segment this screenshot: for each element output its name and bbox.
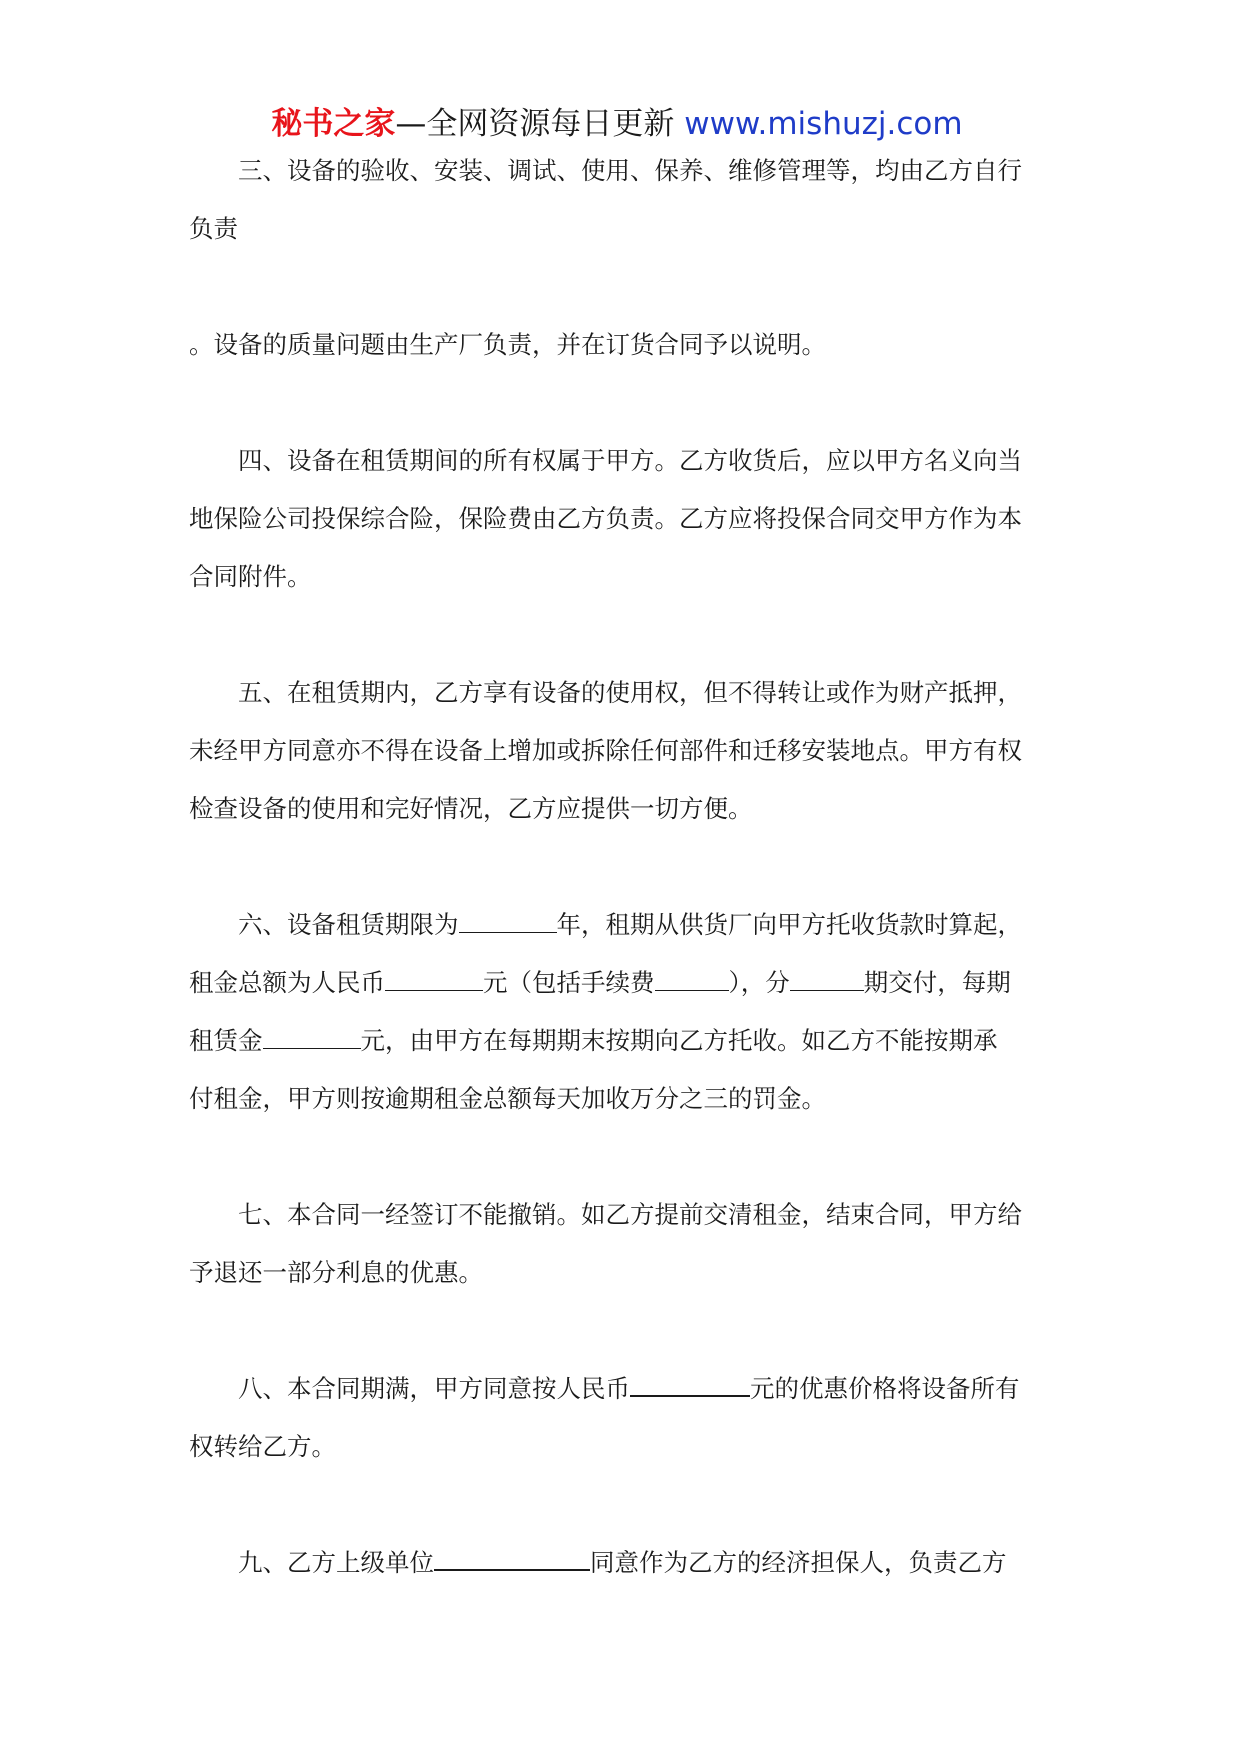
- clause-6-text: 元（包括手续费: [483, 968, 655, 997]
- clause-4-line: 地保险公司投保综合险，保险费由乙方负责。乙方应将投保合同交甲方作为本: [189, 504, 1022, 533]
- clause-8-text: 元的优惠价格将设备所有: [750, 1374, 1020, 1403]
- clause-5-line: 未经甲方同意亦不得在设备上增加或拆除任何部件和迁移安装地点。甲方有权: [189, 736, 1022, 765]
- clause-4: [189, 432, 1045, 606]
- header-slogan: —全网资源每日更新: [395, 106, 675, 142]
- brand-name: 秘书之家: [271, 106, 396, 142]
- clause-6-line: 付租金，甲方则按逾期租金总额每天加收万分之三的罚金。: [189, 1084, 826, 1113]
- clause-7-line: 七、本合同一经签订不能撤销。如乙方提前交清租金，结束合同，甲方给: [238, 1200, 1022, 1229]
- clause-9-text: 九、乙方上级单位: [238, 1548, 434, 1577]
- clause-6-text: ），分: [728, 968, 790, 997]
- lease-term-blank[interactable]: [459, 910, 557, 933]
- contract-body: [189, 142, 1045, 1650]
- total-rent-blank[interactable]: [385, 968, 483, 991]
- site-header: [0, 104, 1234, 144]
- installment-rent-blank[interactable]: [263, 1026, 361, 1049]
- clause-8: [189, 1360, 1045, 1476]
- clause-6: [189, 896, 1045, 1128]
- clause-6-text: 租赁金: [189, 1026, 263, 1055]
- buyout-price-blank[interactable]: [630, 1373, 750, 1397]
- clause-3: [189, 142, 1045, 258]
- clause-4-line: 合同附件。: [189, 562, 312, 591]
- clause-8-line: [189, 1360, 1045, 1418]
- clause-3-continued-line: 。设备的质量问题由生产厂负责，并在订货合同予以说明。: [189, 330, 826, 359]
- handling-fee-blank[interactable]: [655, 968, 729, 991]
- clause-6-text: 六、设备租赁期限为: [238, 910, 459, 939]
- clause-9-line: [189, 1534, 1045, 1592]
- clause-6-line: [189, 896, 1045, 954]
- clause-3-line: 负责: [189, 214, 238, 243]
- clause-6-text: 租金总额为人民币: [189, 968, 385, 997]
- clause-3-line: 三、设备的验收、安装、调试、使用、保养、维修管理等，均由乙方自行: [238, 156, 1022, 185]
- clause-5-line: 五、在租赁期内，乙方享有设备的使用权，但不得转让或作为财产抵押，: [238, 678, 1022, 707]
- clause-4-line: 四、设备在租赁期间的所有权属于甲方。乙方收货后，应以甲方名义向当: [238, 446, 1022, 475]
- clause-6-text: 年，租期从供货厂向甲方托收货款时算起，: [556, 910, 1022, 939]
- guarantor-unit-blank[interactable]: [434, 1547, 590, 1571]
- clause-6-text: 期交付，每期: [863, 968, 1011, 997]
- clause-3-continued: [189, 316, 1045, 374]
- clause-8-line: 权转给乙方。: [189, 1432, 336, 1461]
- clause-5: [189, 664, 1045, 838]
- installments-blank[interactable]: [790, 968, 864, 991]
- clause-9-text: 同意作为乙方的经济担保人，负责乙方: [590, 1548, 1007, 1577]
- clause-9: [189, 1534, 1045, 1592]
- clause-6-line: [140, 1012, 1045, 1070]
- site-url-link[interactable]: www.mishuzj.com: [684, 106, 963, 142]
- clause-6-text: 元，由甲方在每期期末按期向乙方托收。如乙方不能按期承: [360, 1026, 998, 1055]
- clause-5-line: 检查设备的使用和完好情况，乙方应提供一切方便。: [189, 794, 753, 823]
- clause-7-line: 予退还一部分利息的优惠。: [189, 1258, 483, 1287]
- clause-8-text: 八、本合同期满，甲方同意按人民币: [238, 1374, 630, 1403]
- clause-6-line: [140, 954, 1045, 1012]
- clause-7: [189, 1186, 1045, 1302]
